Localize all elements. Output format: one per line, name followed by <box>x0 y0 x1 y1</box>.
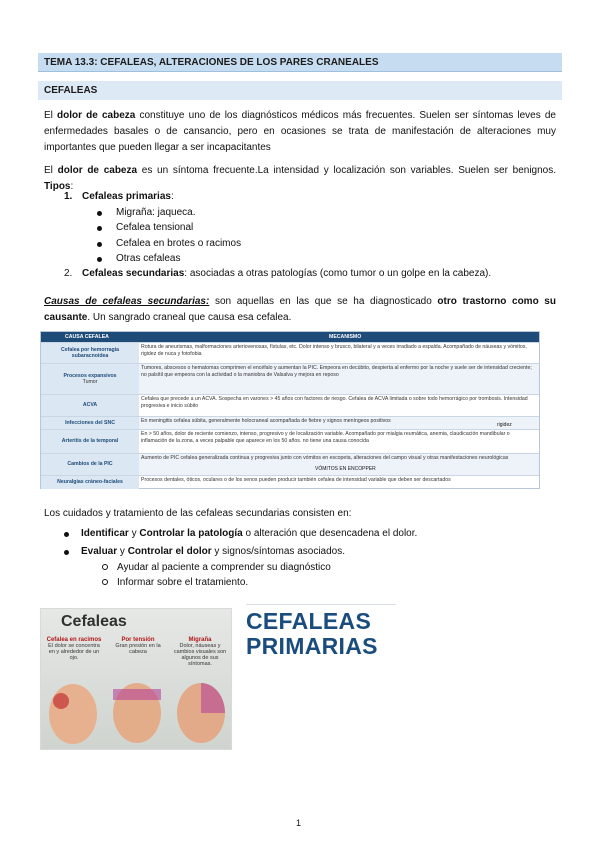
banner-line-1: CEFALEAS <box>246 608 372 634</box>
causes-paragraph: Causas de cefaleas secundarias: son aquellas en las que se ha diagnosticado otro trastorno como su causante. Un sangrado craneal que causa esa cefalea. <box>44 296 556 323</box>
definition-paragraph: El dolor de cabeza es un síntoma frecuente.La intensidad y localización son variables. Suelen ser benignos. Tipos: <box>44 165 557 192</box>
table-row: ACVA Cefalea que precede a un ACVA. Sospecha en varones > 45 años con factores de riesgo. Cefalea de ACVA limitada o sobre todo hemorrágico por trombosis. Intensidad progresiva e inicio súbito <box>41 394 539 416</box>
primary-headaches-item: 1. Cefaleas primarias: <box>64 191 174 202</box>
headache-types-illustration <box>40 608 232 750</box>
primary-headaches-banner <box>246 604 396 659</box>
page-number: 1 <box>296 818 302 828</box>
secondary-headaches-item: 2. Cefaleas secundarias: asociadas a otras patologías (como tumor o un golpe en la cabeza). <box>64 268 492 279</box>
care-intro: Los cuidados y tratamiento de las cefaleas secundarias consisten en: <box>44 508 352 519</box>
causes-table <box>40 331 540 489</box>
document-page: TEMA 13.3: CEFALEAS, ALTERACIONES DE LOS PARES CRANEALES CEFALEAS El dolor de cabeza constituye uno de los diagnósticos médicos más frecuentes. Suelen ser síntomas leves de enfermedades basales o de cansancio, pero en ocasiones se trata de manifestación de alteraciones muy importantes que pueden llegar a ser incapacitantes El dolor de cabeza es un síntoma frecuente.La intensidad y localización son variables. Suelen ser benignos. Tipos: 1. Cefaleas primarias: Migraña: jaqueca. Cefalea tensional Cefalea en brotes o racimos Otras cefaleas 2. Cefaleas secundarias: asociadas a otras patologías (como tumor o un golpe en la cabeza). Causas de cefaleas secundarias: son aquellas en las que se ha diagnosticado otro trastorno como su causante. Un sangrado craneal que causa esa cefalea. CAUSA CEFALEA MECANISMO Cefalea por hemorragia subaracnoidea Rotura de aneurismas, malformaciones arteriovenosas, fístulas, etc. Dolor intenso y brusco, bilateral y a veces irradiado a espalda. Acompañado de náuseas y vómitos, rigidez de nuca y fotofobia Procesos expansivos Tumor Tumores, abscesos o hematomas comprimen el encéfalo y aumentan la PIC. Empeora en decúbito, despierta al enfermo por la noche y suele ser de intensidad creciente; no palsítil que empeora con la actividad o la maniobra de Valsalva y mejora en reposo ACVA Cefalea que precede a un ACVA. Sospecha en varones > 45 años con factores de riesgo. Cefalea de ACVA limitada o sobre todo hemorrágico por trombosis. Intensidad progresiva e inicio súbito Infecciones del SNC En meningitis cefalea súbita, generalmente holocraneal acompañada de fiebre y signos meníngeos positivos Arteritis de la temporal En > 50 años, dolor de reciente comienzo, intenso, progresivo y de localización variable. Acompañado por mialgia reumática, anemia, claudicación mandibular o inflamación de la zona, a veces palpable que aparece en los 50 años. no tiene una causa conocida Cambios de la PIC Aumento de PIC cefalea generalizada continua y progresiva junto con vómitos en escopeta, alteraciones del campo visual y otras manifestaciones neurológicas Neuralgias cráneo-faciales Procesos dentales, óticos, oculares o de los senos pueden producir también cefalea de intensidad variable que deben ser descartados rigidez VÓMITOS EN ENCOPPER Los cuidados y tratamiento de las cefaleas secundarias consisten en: Identificar y Controlar la patología o alteración que desencadena el dolor. Evaluar y Controlar el dolor y signos/síntomas asociados. Ayudar al paciente a comprender su diagnóstico Informar sobre el tratamiento. Cefaleas Cefalea en racimos El dolor se concentra en y alrededor de un ojo. Por tensión Gran presión en la cabeza Migraña Dolor, náuseas y cambios visuales son algunos de sus síntomas. CEFALEAS PRIMARIAS 1 <box>0 0 600 848</box>
table-row: Infecciones del SNC En meningitis cefalea súbita, generalmente holocraneal acompañada de fiebre y signos meníngeos positivos <box>41 416 539 429</box>
banner-line-2: PRIMARIAS <box>246 633 378 659</box>
column-header: MECANISMO <box>329 334 362 340</box>
illustration-title: Cefaleas <box>61 613 127 630</box>
illustration-column: Migraña Dolor, náuseas y cambios visuales son algunos de sus síntomas. <box>173 637 227 667</box>
head-cluster-icon <box>49 683 225 744</box>
illustration-column: Por tensión Gran presión en la cabeza <box>115 637 161 655</box>
intro-paragraph: El dolor de cabeza constituye uno de los diagnósticos médicos más frecuentes. Suelen ser síntomas leves de enfermedades basales o de cansancio, pero en ocasiones se trata de manifestación de alteraciones muy importantes que pueden llegar a ser incapacitantes <box>44 110 556 153</box>
topic-title: TEMA 13.3: CEFALEAS, ALTERACIONES DE LOS PARES CRANEALES <box>44 57 379 68</box>
illustration-column: Cefalea en racimos El dolor se concentra en y alrededor de un ojo. <box>46 637 102 661</box>
topic-title-bar <box>38 53 562 72</box>
handwritten-note: rigidez <box>497 422 512 428</box>
column-header: CAUSA CEFALEA <box>65 334 109 340</box>
table-row: Cambios de la PIC Aumento de PIC cefalea generalizada continua y progresiva junto con vómitos en escopeta, alteraciones del campo visual y otras manifestaciones neurológicas <box>41 453 539 475</box>
table-row: Procesos expansivos Tumor Tumores, abscesos o hematomas comprimen el encéfalo y aumentan la PIC. Empeora en decúbito, despierta al enfermo por la noche y suele ser de intensidad creciente; no palsítil que empeora con la actividad o la maniobra de Valsalva y mejora en reposo <box>41 363 539 394</box>
table-row: Neuralgias cráneo-faciales Procesos dentales, óticos, oculares o de los senos pueden producir también cefalea de intensidad variable que deben ser descartados <box>41 475 539 489</box>
handwritten-note: VÓMITOS EN ENCOPPER <box>315 466 376 472</box>
table-row: Cefalea por hemorragia subaracnoidea Rotura de aneurismas, malformaciones arteriovenosas, fístulas, etc. Dolor intenso y brusco, bilateral y a veces irradiado a espalda. Acompañado de náuseas y vómitos, rigidez de nuca y fotofobia <box>41 342 539 363</box>
table-row: Arteritis de la temporal En > 50 años, dolor de reciente comienzo, intenso, progresivo y de localización variable. Acompañado por mialgia reumática, anemia, claudicación mandibular o inflamación de la zona, a veces palpable que aparece en los 50 años. no tiene una causa conocida <box>41 429 539 453</box>
section-heading: CEFALEAS <box>44 85 98 96</box>
section-heading-bar <box>38 81 562 100</box>
table-header <box>41 332 539 342</box>
